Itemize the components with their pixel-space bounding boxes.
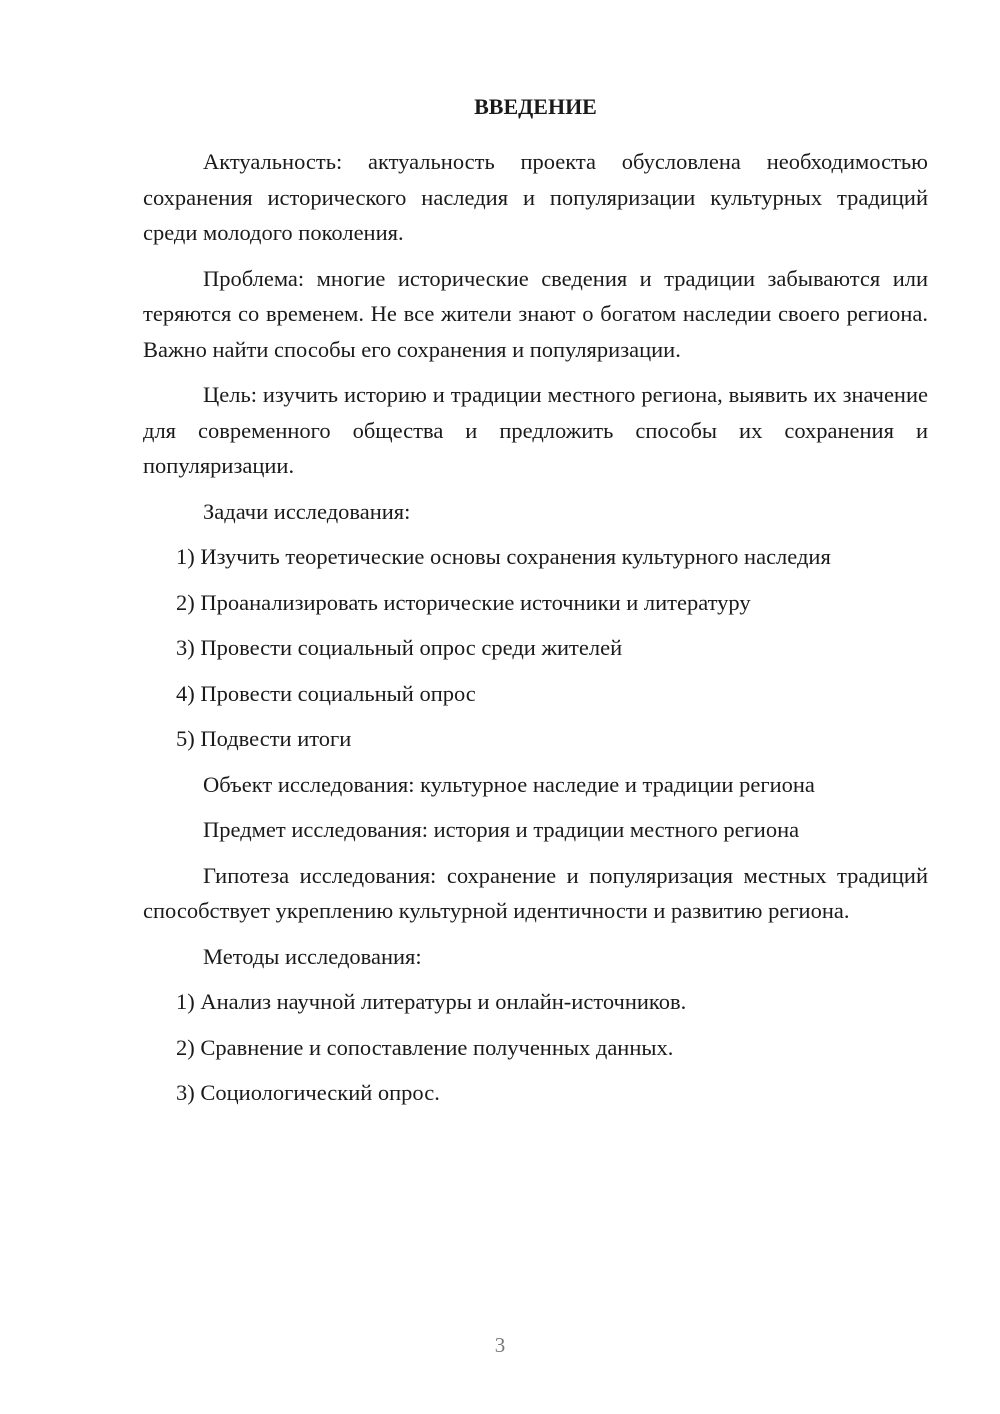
page-number: 3 bbox=[494, 1333, 506, 1357]
methods-list bbox=[143, 984, 928, 1111]
list-item: 3) Провести социальный опрос среди жителей bbox=[176, 635, 623, 660]
list-item: 3) Социологический опрос. bbox=[176, 1080, 440, 1105]
tasks-heading: Задачи исследования: bbox=[203, 498, 411, 524]
relevance-paragraph: Актуальность: актуальность проекта обусловлена необходимостью сохранения исторического наследия и популяризации культурных традиций среди молодого поколения. bbox=[143, 149, 928, 245]
methods-heading: Методы исследования: bbox=[203, 943, 422, 969]
list-item: 1) Изучить теоретические основы сохранения культурного наследия bbox=[176, 544, 831, 569]
list-item: 2) Проанализировать исторические источники и литературу bbox=[176, 589, 751, 615]
object-line: Объект исследования: культурное наследие и традиции региона bbox=[203, 771, 815, 797]
tasks-list bbox=[143, 539, 928, 757]
subject-line: Предмет исследования: история и традиции местного региона bbox=[203, 817, 800, 842]
list-item: 2) Сравнение и сопоставление полученных данных. bbox=[176, 1034, 674, 1060]
list-item: 4) Провести социальный опрос bbox=[176, 680, 476, 706]
goal-paragraph: Цель: изучить историю и традиции местного региона, выявить их значение для современного общества и предложить способы их сохранения и популяризации. bbox=[143, 382, 928, 478]
list-item: 5) Подвести итоги bbox=[176, 726, 352, 751]
hypothesis-paragraph: Гипотеза исследования: сохранение и популяризация местных традиций способствует укреплению культурной идентичности и развитию региона. bbox=[143, 862, 928, 923]
page-title: ВВЕДЕНИЕ bbox=[474, 94, 597, 119]
problem-paragraph: Проблема: многие исторические сведения и традиции забываются или теряются со временем. Не все жители знают о богатом наследии своего региона. Важно найти способы его сохранения и популяризации. bbox=[143, 265, 928, 362]
document-page bbox=[143, 92, 928, 1121]
list-item: 1) Анализ научной литературы и онлайн-источников. bbox=[176, 989, 687, 1014]
